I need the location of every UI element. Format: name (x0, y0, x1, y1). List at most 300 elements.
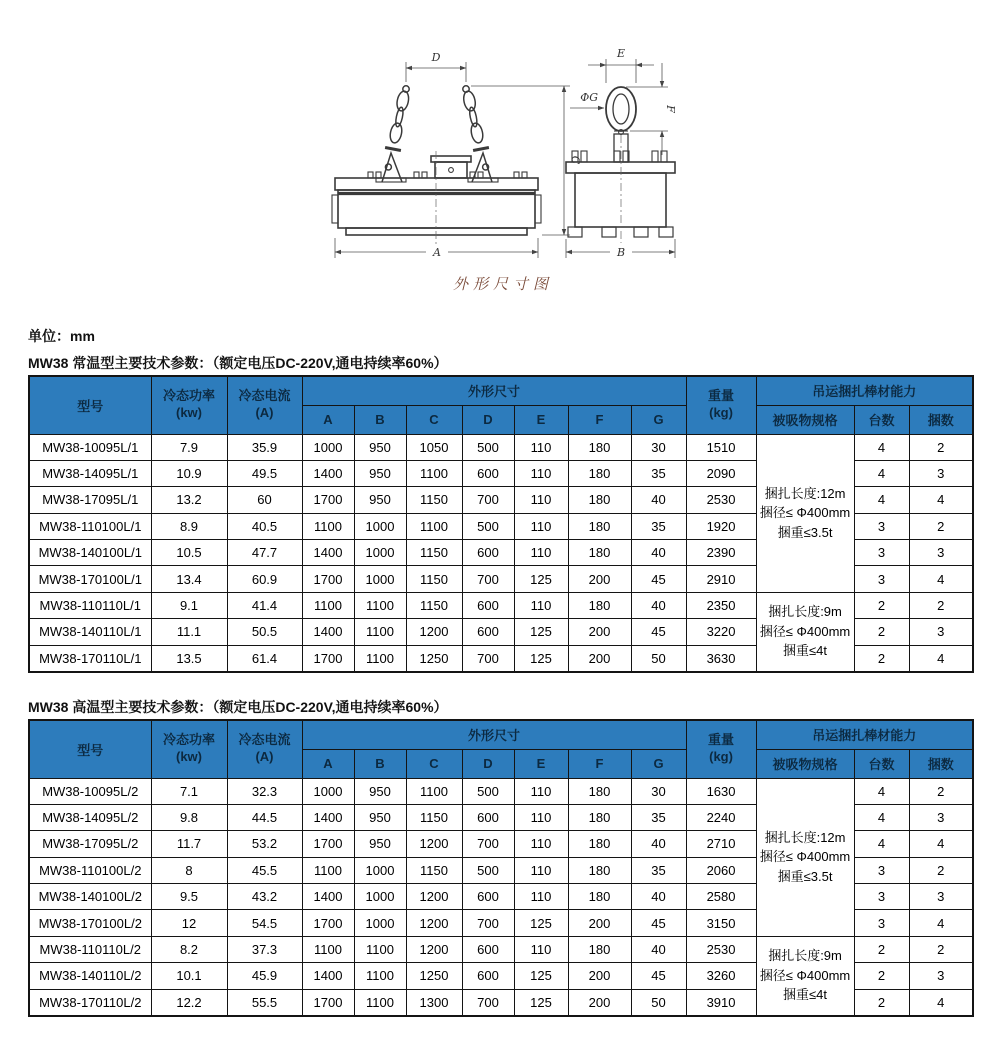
col-header-dim-f: F (568, 405, 631, 434)
value-cell: 2530 (686, 487, 756, 513)
drawing-caption: 外形尺寸图 (452, 275, 554, 293)
power-line2: (kw) (176, 405, 202, 421)
value-cell: 110 (514, 540, 568, 566)
weight-line1: 重量 (708, 388, 735, 404)
value-cell: 1400 (302, 884, 354, 910)
weight-line2: (kg) (709, 749, 733, 765)
value-cell: 43.2 (227, 884, 302, 910)
value-cell: 1700 (302, 831, 354, 857)
current-line1: 冷态电流 (238, 388, 291, 404)
value-cell: 45 (631, 910, 686, 936)
value-cell: 3 (854, 857, 909, 883)
value-cell: 950 (354, 460, 406, 486)
model-cell: MW38-170100L/2 (29, 910, 151, 936)
value-cell: 180 (568, 592, 631, 618)
col-header-dim-g: G (631, 749, 686, 778)
value-cell: 110 (514, 487, 568, 513)
value-cell: 2 (854, 989, 909, 1015)
model-cell: MW38-110110L/2 (29, 936, 151, 962)
binding-spec-line: 捆扎长度:12m (764, 829, 846, 845)
value-cell: 600 (462, 884, 514, 910)
table-row (29, 936, 973, 962)
value-cell: 2240 (686, 804, 756, 830)
value-cell: 110 (514, 778, 568, 804)
value-cell: 2 (854, 619, 909, 645)
value-cell: 1400 (302, 804, 354, 830)
value-cell: 3 (909, 963, 973, 989)
value-cell: 110 (514, 592, 568, 618)
value-cell: 500 (462, 513, 514, 539)
value-cell: 4 (854, 487, 909, 513)
dim-d (406, 62, 466, 82)
value-cell: 2580 (686, 884, 756, 910)
value-cell: 45 (631, 619, 686, 645)
value-cell: 2 (909, 434, 973, 460)
value-cell: 125 (514, 910, 568, 936)
value-cell: 180 (568, 513, 631, 539)
value-cell: 3 (854, 884, 909, 910)
value-cell: 1000 (354, 910, 406, 936)
value-cell: 50 (631, 645, 686, 671)
dim-label-b: B (616, 246, 626, 259)
value-cell: 2530 (686, 936, 756, 962)
value-cell: 1100 (354, 989, 406, 1015)
value-cell: 700 (462, 831, 514, 857)
col-header-units: 台数 (854, 749, 909, 778)
binding-spec-cell (756, 592, 854, 671)
col-header-dim-c: C (406, 749, 462, 778)
value-cell: 110 (514, 513, 568, 539)
col-header-binding-group: 吊运捆扎棒材能力 (756, 376, 973, 405)
value-cell: 3 (909, 619, 973, 645)
value-cell: 40 (631, 936, 686, 962)
value-cell: 2060 (686, 857, 756, 883)
unit-label: 单位：mm (28, 328, 95, 344)
binding-spec-line: 捆重≤4t (783, 643, 828, 659)
model-cell: MW38-10095L/2 (29, 778, 151, 804)
binding-spec-line: 捆径≤ Φ400mm (759, 967, 851, 983)
value-cell: 3 (854, 910, 909, 936)
value-cell: 500 (462, 857, 514, 883)
value-cell: 1300 (406, 989, 462, 1015)
value-cell: 1200 (406, 831, 462, 857)
value-cell: 2710 (686, 831, 756, 857)
value-cell: 4 (854, 804, 909, 830)
model-cell: MW38-170110L/1 (29, 645, 151, 671)
value-cell: 2 (854, 936, 909, 962)
value-cell: 3 (909, 884, 973, 910)
value-cell: 7.1 (151, 778, 227, 804)
value-cell: 180 (568, 936, 631, 962)
value-cell: 37.3 (227, 936, 302, 962)
value-cell: 40 (631, 884, 686, 910)
value-cell: 9.8 (151, 804, 227, 830)
value-cell: 110 (514, 434, 568, 460)
value-cell: 13.5 (151, 645, 227, 671)
value-cell: 1200 (406, 884, 462, 910)
value-cell: 950 (354, 434, 406, 460)
value-cell: 60.9 (227, 566, 302, 592)
binding-spec-line: 捆径≤ Φ400mm (759, 623, 851, 639)
value-cell: 2 (909, 778, 973, 804)
value-cell: 180 (568, 804, 631, 830)
value-cell: 1630 (686, 778, 756, 804)
value-cell: 1000 (302, 778, 354, 804)
value-cell: 1400 (302, 619, 354, 645)
col-header-model: 型号 (29, 376, 151, 434)
value-cell: 12.2 (151, 989, 227, 1015)
value-cell: 2 (909, 857, 973, 883)
value-cell: 125 (514, 963, 568, 989)
value-cell: 1100 (354, 936, 406, 962)
value-cell: 110 (514, 460, 568, 486)
value-cell: 30 (631, 778, 686, 804)
binding-spec-cell (756, 936, 854, 1015)
col-header-dim-b: B (354, 405, 406, 434)
col-header-binding-group: 吊运捆扎棒材能力 (756, 720, 973, 749)
value-cell: 1100 (406, 460, 462, 486)
value-cell: 1150 (406, 592, 462, 618)
value-cell: 45.9 (227, 963, 302, 989)
table-row (29, 778, 973, 804)
value-cell: 110 (514, 936, 568, 962)
value-cell: 4 (909, 831, 973, 857)
value-cell: 2910 (686, 566, 756, 592)
value-cell: 2390 (686, 540, 756, 566)
value-cell: 35 (631, 513, 686, 539)
value-cell: 4 (909, 910, 973, 936)
value-cell: 55.5 (227, 989, 302, 1015)
value-cell: 180 (568, 831, 631, 857)
model-cell: MW38-110110L/1 (29, 592, 151, 618)
weight-line2: (kg) (709, 405, 733, 421)
value-cell: 3 (909, 540, 973, 566)
value-cell: 1000 (354, 540, 406, 566)
value-cell: 10.9 (151, 460, 227, 486)
value-cell: 1150 (406, 540, 462, 566)
value-cell: 2 (854, 645, 909, 671)
spec-table-normal-temp (28, 375, 974, 673)
front-view (332, 156, 541, 235)
value-cell: 40.5 (227, 513, 302, 539)
value-cell: 180 (568, 460, 631, 486)
value-cell: 1150 (406, 857, 462, 883)
model-cell: MW38-110100L/2 (29, 857, 151, 883)
binding-spec-line: 捆扎长度:12m (764, 485, 846, 501)
col-header-dim-e: E (514, 749, 568, 778)
model-cell: MW38-140110L/2 (29, 963, 151, 989)
dim-label-f: F (664, 105, 677, 113)
value-cell: 110 (514, 831, 568, 857)
value-cell: 44.5 (227, 804, 302, 830)
value-cell: 200 (568, 910, 631, 936)
value-cell: 700 (462, 566, 514, 592)
value-cell: 200 (568, 989, 631, 1015)
weight-line1: 重量 (708, 732, 735, 748)
value-cell: 3220 (686, 619, 756, 645)
value-cell: 1000 (354, 566, 406, 592)
value-cell: 4 (854, 778, 909, 804)
value-cell: 8 (151, 857, 227, 883)
value-cell: 40 (631, 540, 686, 566)
value-cell: 9.5 (151, 884, 227, 910)
value-cell: 1700 (302, 989, 354, 1015)
value-cell: 4 (909, 487, 973, 513)
value-cell: 1200 (406, 910, 462, 936)
current-line1: 冷态电流 (238, 732, 291, 748)
value-cell: 3 (909, 460, 973, 486)
value-cell: 45 (631, 566, 686, 592)
value-cell: 1100 (354, 645, 406, 671)
value-cell: 110 (514, 804, 568, 830)
value-cell: 8.2 (151, 936, 227, 962)
value-cell: 9.1 (151, 592, 227, 618)
col-header-current (227, 720, 302, 778)
value-cell: 3150 (686, 910, 756, 936)
col-header-spec: 被吸物规格 (756, 749, 854, 778)
value-cell: 700 (462, 989, 514, 1015)
binding-spec-line: 捆径≤ Φ400mm (759, 849, 851, 865)
value-cell: 4 (854, 434, 909, 460)
table-header (29, 376, 973, 434)
model-cell: MW38-140100L/1 (29, 540, 151, 566)
table1-title: MW38 常温型主要技术参数：（额定电压DC-220V,通电持续率60%） (28, 355, 448, 371)
binding-spec-line: 捆重≤4t (783, 987, 828, 1003)
value-cell: 2 (909, 936, 973, 962)
value-cell: 61.4 (227, 645, 302, 671)
value-cell: 7.9 (151, 434, 227, 460)
col-header-bundles: 捆数 (909, 405, 973, 434)
value-cell: 125 (514, 989, 568, 1015)
model-cell: MW38-110100L/1 (29, 513, 151, 539)
value-cell: 2 (909, 513, 973, 539)
value-cell: 40 (631, 831, 686, 857)
col-header-dim-d: D (462, 405, 514, 434)
value-cell: 3 (854, 513, 909, 539)
model-cell: MW38-14095L/2 (29, 804, 151, 830)
value-cell: 3 (854, 566, 909, 592)
value-cell: 125 (514, 619, 568, 645)
value-cell: 4 (909, 566, 973, 592)
value-cell: 180 (568, 434, 631, 460)
model-cell: MW38-170100L/1 (29, 566, 151, 592)
col-header-spec: 被吸物规格 (756, 405, 854, 434)
value-cell: 11.1 (151, 619, 227, 645)
value-cell: 1920 (686, 513, 756, 539)
value-cell: 1700 (302, 645, 354, 671)
value-cell: 200 (568, 645, 631, 671)
col-header-dim-e: E (514, 405, 568, 434)
value-cell: 1100 (354, 619, 406, 645)
value-cell: 180 (568, 884, 631, 910)
value-cell: 600 (462, 592, 514, 618)
binding-spec-line: 捆重≤3.5t (777, 524, 833, 540)
value-cell: 54.5 (227, 910, 302, 936)
value-cell: 1100 (354, 963, 406, 989)
value-cell: 500 (462, 778, 514, 804)
value-cell: 1400 (302, 540, 354, 566)
dim-e (588, 59, 654, 83)
col-header-power (151, 720, 227, 778)
value-cell: 1100 (302, 513, 354, 539)
binding-spec-cell (756, 778, 854, 936)
value-cell: 13.2 (151, 487, 227, 513)
model-cell: MW38-14095L/1 (29, 460, 151, 486)
value-cell: 30 (631, 434, 686, 460)
value-cell: 1250 (406, 963, 462, 989)
col-header-dim-d: D (462, 749, 514, 778)
model-cell: MW38-17095L/2 (29, 831, 151, 857)
value-cell: 4 (854, 460, 909, 486)
value-cell: 125 (514, 645, 568, 671)
value-cell: 40 (631, 592, 686, 618)
value-cell: 1050 (406, 434, 462, 460)
dim-label-a: A (433, 246, 441, 259)
value-cell: 950 (354, 778, 406, 804)
col-header-dim-b: B (354, 749, 406, 778)
value-cell: 1000 (354, 884, 406, 910)
value-cell: 41.4 (227, 592, 302, 618)
value-cell: 12 (151, 910, 227, 936)
value-cell: 1400 (302, 460, 354, 486)
dim-label-d: D (431, 51, 441, 64)
value-cell: 1200 (406, 619, 462, 645)
value-cell: 1100 (406, 513, 462, 539)
current-line2: (A) (255, 749, 274, 765)
table-header (29, 720, 973, 778)
current-line2: (A) (255, 405, 274, 421)
value-cell: 1150 (406, 804, 462, 830)
power-line2: (kw) (176, 749, 202, 765)
value-cell: 60 (227, 487, 302, 513)
value-cell: 950 (354, 487, 406, 513)
value-cell: 600 (462, 804, 514, 830)
value-cell: 3910 (686, 989, 756, 1015)
value-cell: 600 (462, 460, 514, 486)
value-cell: 125 (514, 566, 568, 592)
value-cell: 45.5 (227, 857, 302, 883)
col-header-model: 型号 (29, 720, 151, 778)
model-cell: MW38-170110L/2 (29, 989, 151, 1015)
value-cell: 3630 (686, 645, 756, 671)
value-cell: 180 (568, 857, 631, 883)
col-header-dims-group: 外形尺寸 (302, 720, 686, 749)
value-cell: 49.5 (227, 460, 302, 486)
model-cell: MW38-140100L/2 (29, 884, 151, 910)
col-header-dim-a: A (302, 749, 354, 778)
value-cell: 1000 (302, 434, 354, 460)
power-line1: 冷态功率 (162, 388, 215, 404)
value-cell: 200 (568, 566, 631, 592)
value-cell: 1100 (302, 592, 354, 618)
value-cell: 4 (909, 645, 973, 671)
value-cell: 1100 (406, 778, 462, 804)
table2-title: MW38 高温型主要技术参数：（额定电压DC-220V,通电持续率60%） (28, 699, 448, 715)
col-header-dim-c: C (406, 405, 462, 434)
value-cell: 1000 (354, 857, 406, 883)
value-cell: 700 (462, 645, 514, 671)
dim-label-e: E (616, 47, 626, 60)
value-cell: 700 (462, 910, 514, 936)
value-cell: 32.3 (227, 778, 302, 804)
value-cell: 950 (354, 804, 406, 830)
binding-spec-line: 捆扎长度:9m (768, 948, 842, 964)
value-cell: 180 (568, 487, 631, 513)
value-cell: 110 (514, 857, 568, 883)
value-cell: 1000 (354, 513, 406, 539)
value-cell: 3 (909, 804, 973, 830)
side-view (566, 87, 675, 237)
binding-spec-line: 捆重≤3.5t (777, 868, 833, 884)
value-cell: 53.2 (227, 831, 302, 857)
value-cell: 600 (462, 540, 514, 566)
value-cell: 4 (854, 831, 909, 857)
spec-table-high-temp (28, 719, 974, 1017)
value-cell: 200 (568, 963, 631, 989)
value-cell: 13.4 (151, 566, 227, 592)
dimension-drawing (318, 35, 710, 301)
binding-spec-line: 捆径≤ Φ400mm (759, 505, 851, 521)
binding-spec-cell (756, 434, 854, 592)
col-header-weight (686, 720, 756, 778)
col-header-current (227, 376, 302, 434)
dim-label-phi-g: ΦG (580, 91, 598, 104)
value-cell: 11.7 (151, 831, 227, 857)
value-cell: 45 (631, 963, 686, 989)
left-chain (376, 86, 410, 182)
col-header-bundles: 捆数 (909, 749, 973, 778)
col-header-weight (686, 376, 756, 434)
value-cell: 600 (462, 619, 514, 645)
value-cell: 10.5 (151, 540, 227, 566)
value-cell: 600 (462, 963, 514, 989)
col-header-units: 台数 (854, 405, 909, 434)
value-cell: 1510 (686, 434, 756, 460)
value-cell: 600 (462, 936, 514, 962)
binding-spec-line: 捆扎长度:9m (768, 604, 842, 620)
value-cell: 2 (909, 592, 973, 618)
value-cell: 2 (854, 592, 909, 618)
value-cell: 1700 (302, 910, 354, 936)
value-cell: 1200 (406, 936, 462, 962)
value-cell: 950 (354, 831, 406, 857)
value-cell: 35.9 (227, 434, 302, 460)
value-cell: 1150 (406, 487, 462, 513)
value-cell: 180 (568, 778, 631, 804)
value-cell: 10.1 (151, 963, 227, 989)
col-header-power (151, 376, 227, 434)
value-cell: 50 (631, 989, 686, 1015)
value-cell: 35 (631, 804, 686, 830)
value-cell: 1100 (354, 592, 406, 618)
value-cell: 200 (568, 619, 631, 645)
value-cell: 4 (909, 989, 973, 1015)
model-cell: MW38-17095L/1 (29, 487, 151, 513)
value-cell: 3 (854, 540, 909, 566)
value-cell: 500 (462, 434, 514, 460)
value-cell: 1700 (302, 487, 354, 513)
model-cell: MW38-10095L/1 (29, 434, 151, 460)
col-header-dim-g: G (631, 405, 686, 434)
power-line1: 冷态功率 (162, 732, 215, 748)
col-header-dim-f: F (568, 749, 631, 778)
dim-f (626, 63, 668, 155)
col-header-dim-a: A (302, 405, 354, 434)
value-cell: 1400 (302, 963, 354, 989)
value-cell: 1100 (302, 857, 354, 883)
value-cell: 8.9 (151, 513, 227, 539)
model-cell: MW38-140110L/1 (29, 619, 151, 645)
